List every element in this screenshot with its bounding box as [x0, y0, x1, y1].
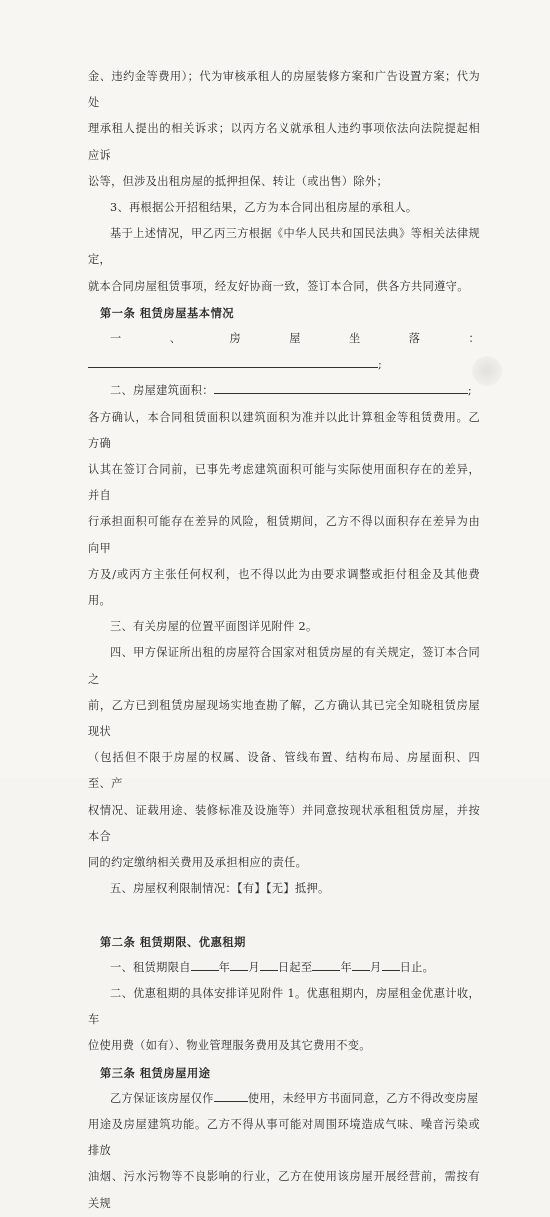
area-blank	[214, 379, 468, 394]
term-text: 日止。	[399, 960, 435, 974]
text-line: 就本合同房屋租赁事项，经友好协商一致，签订本合同，供各方共同遵守。	[88, 279, 469, 293]
article-3-heading: 第三条 租赁房屋用途	[100, 1065, 211, 1080]
use-text: 使用，未经甲方书面同意，乙方不得改变房屋	[247, 1091, 479, 1105]
text-line: 三、有关房屋的位置平面图详见附件 2。	[110, 620, 318, 634]
text-line: 油烟、污水污物等不良影响的行业，乙方在使用该房屋开展经营前，需按有关规	[88, 1170, 480, 1210]
text-line: 行承担面积可能存在差异的风险，租赁期间，乙方不得以面积存在差异为由向甲	[88, 515, 480, 555]
month-blank	[352, 957, 370, 971]
contract-text	[88, 64, 480, 1217]
term-text: 年	[218, 960, 231, 974]
text-line: 3、再根据公开招租结果，乙方为本合同出租房屋的承租人。	[110, 201, 418, 215]
term-line	[88, 955, 480, 981]
text-line: （包括但不限于房屋的权属、设备、管线布置、结构布局、房屋面积、四至、产	[88, 751, 480, 791]
text-line: 同的约定缴纳相关费用及承担相应的责任。	[88, 856, 308, 870]
text-line: 认其在签订合同前，已事先考虑建筑面积可能与实际使用面积存在的差异，并自	[88, 463, 480, 503]
area-label: 二、房屋建筑面积：	[110, 384, 214, 398]
spacer	[88, 903, 480, 929]
location-field: 一、房屋坐落：;	[88, 326, 480, 378]
text-line: 基于上述情况，甲乙丙三方根据《中华人民共和国民法典》等相关法律规定，	[88, 227, 480, 267]
text-line: 用途及房屋建筑功能。乙方不得从事可能对周围环境造成气味、噪音污染或排放	[88, 1117, 480, 1158]
article-1-heading: 第一条 租赁房屋基本情况	[100, 305, 235, 320]
term-text: 月	[370, 960, 382, 974]
text-line: 五、房屋权利限制情况：【有】【无】抵押。	[110, 882, 330, 896]
month-blank	[230, 957, 248, 971]
article-2-heading: 第二条 租赁期限、优惠租期	[100, 934, 246, 949]
text-line: 各方确认，本合同租赁面积以建筑面积为准并以此计算租金等租赁费用。乙方确	[88, 410, 480, 450]
text-line: 理承租人提出的相关诉求；以丙方名义就承租人违约事项依法向法院提起相应诉	[88, 122, 480, 162]
year-blank	[312, 957, 340, 971]
text-line: 金、违约金等费用）；代为审核承租人的房屋装修方案和广告设置方案；代为处	[88, 70, 480, 110]
text-line: 权情况、证载用途、装修标准及设施等）并同意按现状承租租赁房屋，并按本合	[88, 803, 480, 843]
text-line: 方及/或丙方主张任何权利，也不得以此为由要求调整或拒付租金及其他费用。	[88, 567, 480, 608]
use-text: 乙方保证该房屋仅作	[110, 1091, 214, 1105]
location-label: 一、房屋坐落：	[110, 332, 480, 346]
term-text: 年	[340, 960, 353, 974]
term-text: 一、租赁期限自	[110, 960, 191, 974]
day-blank	[260, 957, 278, 971]
use-line	[88, 1086, 480, 1112]
location-blank	[88, 353, 378, 368]
text-line: 讼等，但涉及出租房屋的抵押担保、转让（或出售）除外；	[88, 174, 388, 188]
term-text: 月	[248, 960, 260, 974]
text-line: 位使用费（如有）、物业管理服务费用及其它费用不变。	[88, 1039, 371, 1053]
text-line: 前，乙方已到租赁房屋现场实地查勘了解，乙方确认其已完全知晓租赁房屋现状	[88, 698, 480, 739]
day-blank	[382, 957, 400, 971]
term-text: 日起至	[277, 960, 313, 974]
use-blank	[214, 1088, 248, 1102]
year-blank	[191, 957, 219, 971]
area-field: 二、房屋建筑面积： ;	[88, 378, 480, 404]
text-line: 二、优惠租期的具体安排详见附件 1。优惠租期内，房屋租金优惠计收，车	[88, 986, 480, 1027]
text-line: 四、甲方保证所出租的房屋符合国家对租赁房屋的有关规定，签订本合同之	[88, 646, 480, 686]
